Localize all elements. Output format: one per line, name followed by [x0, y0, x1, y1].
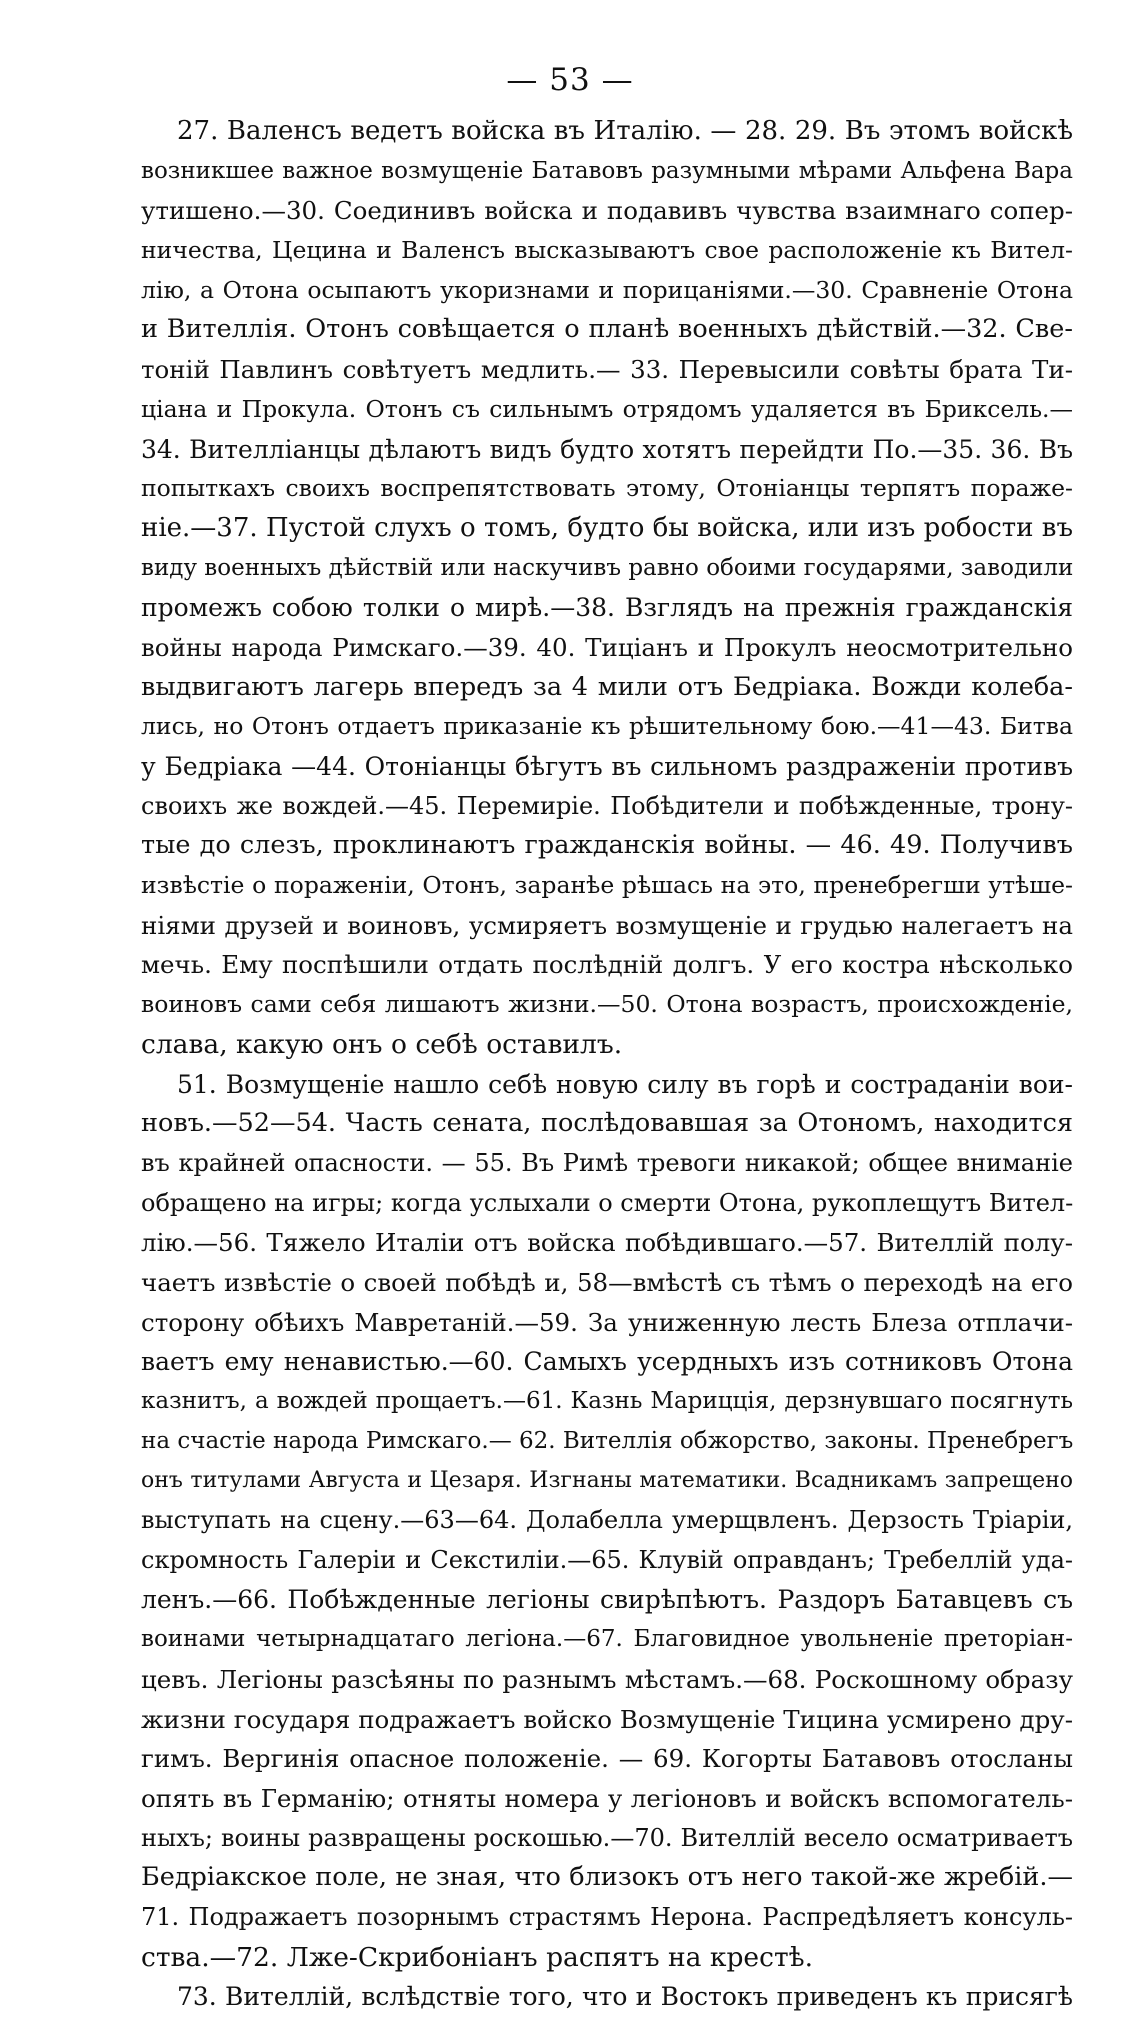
text-line: скромность Галеріи и Секстиліи.—65. Клувій оправданъ; Требеллій уда- [141, 1545, 1073, 1574]
text-line: выдвигаютъ лагерь впередъ за 4 мили отъ Бедріака. Вожди колеба- [141, 671, 1073, 702]
text-line: промежъ собою толки о мирѣ.—38. Взглядъ на прежнія гражданскія [141, 593, 1073, 623]
text-line: онъ титулами Августа и Цезаря. Изгнаны математики. Всадникамъ запрещено [141, 1468, 1073, 1494]
text-line: лію.—56. Тяжело Италіи отъ войска побѣдившаго.—57. Вителлій полу- [141, 1228, 1073, 1258]
text-line: виду военныхъ дѣйствій или наскучивъ равно обоими государями, заводили [141, 554, 1073, 581]
text-line: чаетъ извѣстіе о своей побѣдѣ и, 58—вмѣстѣ съ тѣмъ о переходѣ на его [141, 1267, 1073, 1297]
text-line: 27. Валенсъ ведетъ войска въ Италію. — 28. 29. Въ этомъ войскѣ [177, 116, 1073, 146]
text-line: лію, а Отона осыпаютъ укоризнами и порицаніями.—30. Сравненіе Отона [141, 275, 1073, 304]
text-line: ленъ.—66. Побѣжденные легіоны свирѣпѣютъ. Раздоръ Батавцевъ съ [141, 1585, 1073, 1615]
text-line: въ крайней опасности. — 55. Въ Римѣ тревоги никакой; общее вниманіе [141, 1148, 1073, 1177]
text-line: тоній Павлинъ совѣтуетъ медлить.— 33. Перевысили совѣты брата Ти- [141, 355, 1073, 385]
text-line: слава, какую онъ о себѣ оставилъ. [141, 1028, 623, 1060]
text-line: лись, но Отонъ отдаетъ приказаніе къ рѣшительному бою.—41—43. Битва [141, 712, 1073, 741]
text-line: ціана и Прокула. Отонъ съ сильнымъ отрядомъ удаляется въ Бриксель.— [141, 394, 1073, 423]
text-line: сторону обѣихъ Мавретаній.—59. За униженную лесть Блеза отплачи- [141, 1307, 1073, 1337]
text-line: у Бедріака —44. Отоніанцы бѣгутъ въ сильномъ раздраженіи противъ [141, 752, 1073, 781]
text-line: своихъ же вождей.—45. Перемиріе. Побѣдители и побѣжденные, трону- [141, 791, 1073, 820]
text-line: ніями друзей и воиновъ, усмиряетъ возмущеніе и грудью налегаетъ на [141, 910, 1073, 940]
text-line: извѣстіе о пораженіи, Отонъ, заранѣе рѣшась на это, пренебрегши утѣше- [141, 871, 1073, 900]
text-line: войны народа Римскаго.—39. 40. Тиціанъ и Прокулъ неосмотрительно [141, 632, 1073, 662]
text-line: Бедріакское поле, не зная, что близокъ отъ него такой-же жребій.— [141, 1862, 1073, 1893]
text-line: выступать на сцену.—63—64. Долабелла умерщвленъ. Дерзость Тріаріи, [141, 1506, 1073, 1535]
text-line: цевъ. Легіоны разсѣяны по разнымъ мѣстамъ.—68. Роскошному образу [141, 1664, 1073, 1694]
text-line: воинами четырнадцатаго легіона.—67. Благовидное увольненіе преторіан- [141, 1626, 1073, 1653]
text-line: 34. Вителліанцы дѣлаютъ видъ будто хотятъ перейдти По.—35. 36. Въ [141, 434, 1073, 464]
text-line: жизни государя подражаетъ войско Возмущеніе Тицина усмирено дру- [141, 1704, 1073, 1734]
text-line: гимъ. Вергинія опасное положеніе. — 69. Когорты Батавовъ отосланы [141, 1744, 1073, 1774]
text-line: на счастіе народа Римскаго.— 62. Вителлія обжорство, законы. Пренебрегъ [141, 1427, 1073, 1454]
text-line: ства.—72. Лже-Скрибоніанъ распятъ на крестѣ. [141, 1941, 814, 1973]
text-line: утишено.—30. Соединивъ войска и подавивъ чувства взаимнаго сопер- [141, 196, 1073, 226]
text-line: и Вителлія. Отонъ совѣщается о планѣ военныхъ дѣйствій.—32. Све- [141, 314, 1073, 345]
text-line: ваетъ ему ненавистью.—60. Самыхъ усердныхъ изъ сотниковъ Отона [141, 1347, 1073, 1377]
text-line: воиновъ сами себя лишаютъ жизни.—50. Отона возрастъ, происхожденіе, [141, 990, 1073, 1019]
text-line: возникшее важное возмущеніе Батавовъ разумными мѣрами Альфена Вара [141, 157, 1073, 184]
text-line: тые до слезъ, проклинаютъ гражданскія войны. — 46. 49. Получивъ [141, 830, 1073, 861]
text-line: ничества, Цецина и Валенсъ высказываютъ свое расположеніе къ Вител- [141, 236, 1073, 265]
text-line: 73. Вителлій, вслѣдствіе того, что и Востокъ приведенъ къ присягѣ [177, 1982, 1073, 2012]
page-number: — 53 — [506, 62, 634, 98]
text-line: 71. Подражаетъ позорнымъ страстямъ Нерона. Распредѣляетъ консуль- [141, 1902, 1073, 1931]
text-line: ныхъ; воины развращены роскошью.—70. Вителлій весело осматриваетъ [141, 1823, 1073, 1852]
text-line: мечь. Ему поспѣшили отдать послѣдній долгъ. У его костра нѣсколько [141, 950, 1073, 980]
text-block [141, 112, 1073, 2017]
text-line: попыткахъ своихъ воспрепятствовать этому, Отоніанцы терпятъ пораже- [141, 474, 1073, 503]
text-line: казнитъ, а вождей прощаетъ.—61. Казнь Марицція, дерзнувшаго посягнуть [141, 1388, 1073, 1414]
text-line: обращено на игры; когда услыхали о смерти Отона, рукоплещутъ Вител- [141, 1188, 1073, 1217]
text-line: 51. Возмущеніе нашло себѣ новую силу въ горѣ и состраданіи вои- [177, 1069, 1073, 1099]
text-line: новъ.—52—54. Часть сената, послѣдовавшая за Отономъ, находится [141, 1108, 1073, 1139]
text-line: опять въ Германію; отняты номера у легіоновъ и войскъ вспомогатель- [141, 1783, 1073, 1813]
text-line: ніе.—37. Пустой слухъ о томъ, будто бы войска, или изъ робости въ [141, 512, 1073, 543]
